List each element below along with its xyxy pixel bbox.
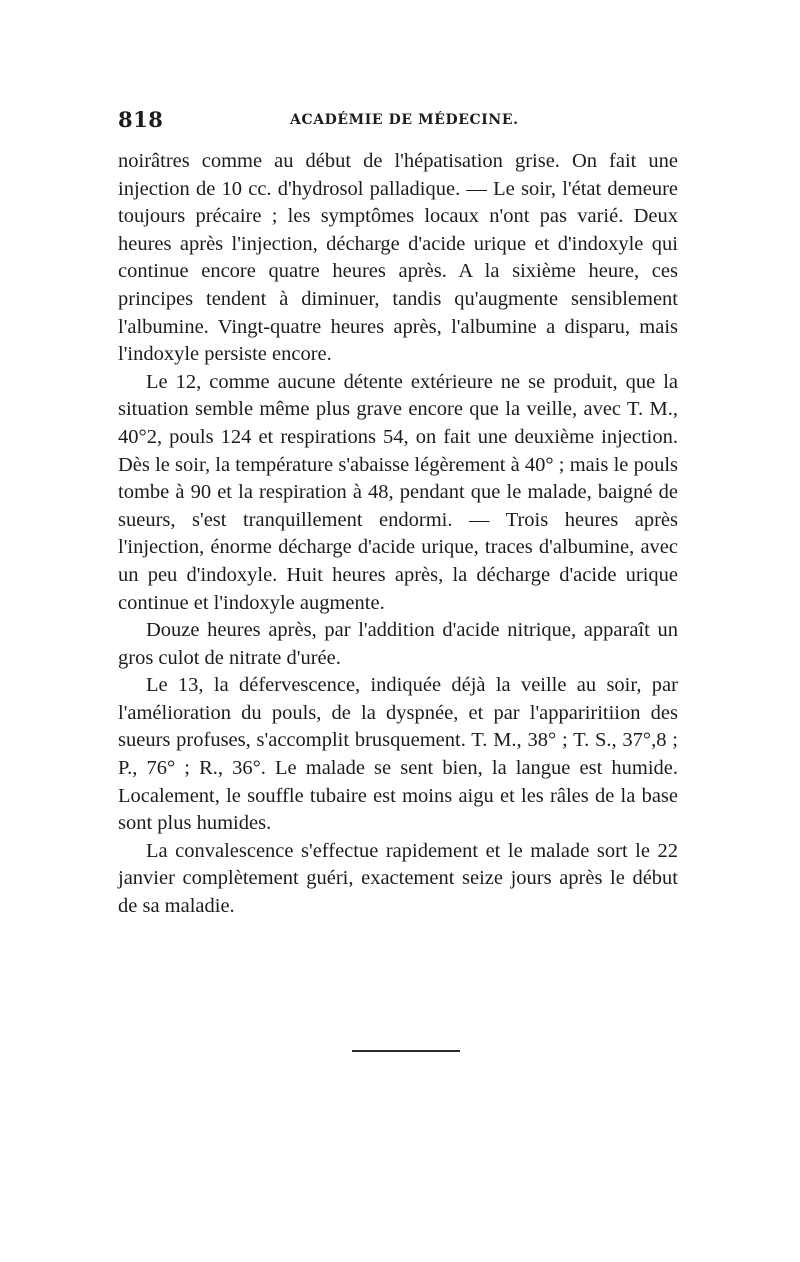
running-head: ACADÉMIE DE MÉDECINE. (290, 112, 519, 128)
paragraph-1: noirâtres comme au début de l'hépatisation grise. On fait une injection de 10 cc. d'hydrosol palladique. — Le soir, l'état demeure toujours précaire ; les symptômes locaux n'ont pas varié. Deux heures après l'injection, décharge d'acide urique et d'indoxyle qui continue encore quatre heures après. A la sixième heure, ces principes tendent à diminuer, tandis qu'augmente sensiblement l'albumine. Vingt-quatre heures après, l'albumine a disparu, mais l'indoxyle persiste encore. (118, 150, 678, 366)
paragraph-5: La convalescence s'effectue rapidement et le malade sort le 22 janvier complètement guéri, exactement seize jours après le début de sa maladie. (118, 839, 678, 918)
page-number: 818 (118, 107, 164, 132)
paragraph-4: Le 13, la défervescence, indiquée déjà la veille au soir, par l'amélioration du pouls, de la dyspnée, et par l'appariritiion des sueurs profuses, s'accomplit brusquement. T. M., 38° ; T. S., 37°,8 ; P., 76° ; R., 36°. Le malade se sent bien, la langue est humide. Localement, le souffle tubaire est moins aigu et les râles de la base sont plus humides. (118, 674, 678, 835)
paragraph-2: Le 12, comme aucune détente extérieure ne se produit, que la situation semble même plus grave encore que la veille, avec T. M., 40°2, pouls 124 et respirations 54, on fait une deuxième injection. Dès le soir, la température s'abaisse légèrement à 40° ; mais le pouls tombe à 90 et la respiration à 48, pendant que le malade, baigné de sueurs, s'est tranquillement endormi. — Trois heures après l'injection, énorme décharge d'acide urique, traces d'albumine, avec un peu d'indoxyle. Huit heures après, la décharge d'acide urique continue et l'indoxyle augmente. (118, 370, 678, 614)
body-text (118, 148, 678, 921)
paragraph-3: Douze heures après, par l'addition d'acide nitrique, apparaît un gros culot de nitrate d'urée. (118, 619, 678, 669)
end-rule (352, 1050, 460, 1052)
